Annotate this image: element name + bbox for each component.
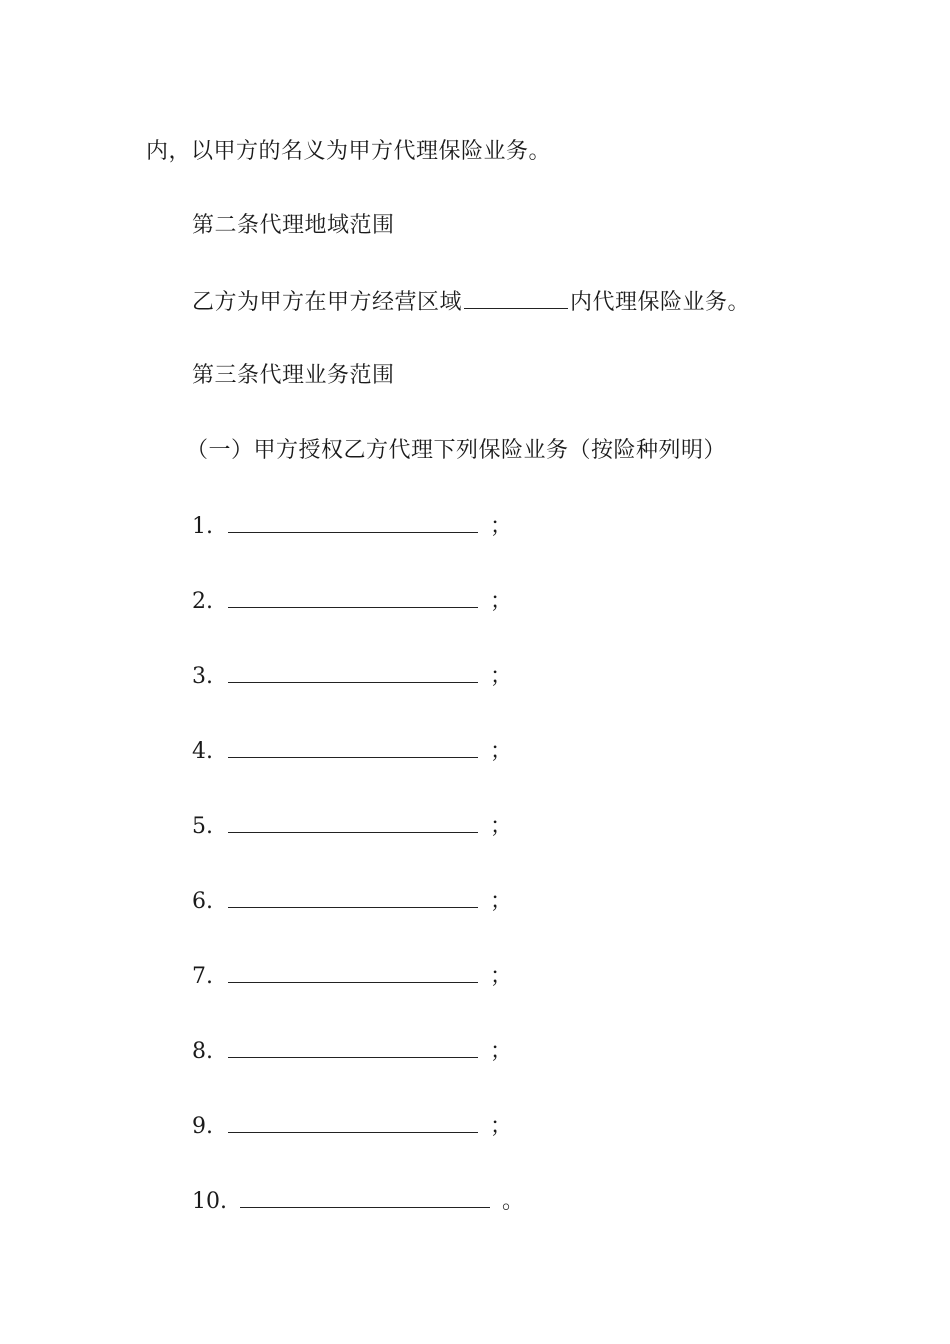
item-blank bbox=[228, 735, 478, 758]
item-end-punct: ； bbox=[490, 514, 513, 539]
list-item bbox=[192, 1185, 524, 1217]
item-number: 10. bbox=[192, 1189, 227, 1214]
item-blank bbox=[228, 960, 478, 983]
list-item bbox=[192, 660, 512, 692]
article-2-title: 第二条代理地域范围 bbox=[192, 213, 395, 238]
article-2-text-after: 内代理保险业务。 bbox=[570, 290, 751, 315]
item-blank bbox=[228, 1110, 478, 1133]
item-blank bbox=[240, 1185, 490, 1208]
item-number: 1. bbox=[192, 514, 213, 539]
item-number: 3. bbox=[192, 664, 213, 689]
item-end-punct: ； bbox=[490, 1039, 513, 1064]
article-2-text bbox=[192, 286, 750, 318]
item-end-punct: ； bbox=[490, 739, 513, 764]
item-blank bbox=[228, 810, 478, 833]
item-end-punct: ； bbox=[490, 589, 513, 614]
item-blank bbox=[228, 585, 478, 608]
item-number: 8. bbox=[192, 1039, 213, 1064]
item-end-punct: ； bbox=[490, 1114, 513, 1139]
item-number: 2. bbox=[192, 589, 213, 614]
list-item bbox=[192, 585, 512, 617]
item-number: 5. bbox=[192, 814, 213, 839]
list-item bbox=[192, 810, 512, 842]
article-3-title: 第三条代理业务范围 bbox=[192, 363, 395, 388]
list-item bbox=[192, 735, 512, 767]
item-blank bbox=[228, 660, 478, 683]
item-blank bbox=[228, 885, 478, 908]
paragraph-continuation: 内，以甲方的名义为甲方代理保险业务。 bbox=[146, 139, 552, 164]
item-end-punct: ； bbox=[490, 964, 513, 989]
list-item bbox=[192, 1110, 512, 1142]
list-item bbox=[192, 885, 512, 917]
item-end-punct: ； bbox=[490, 889, 513, 914]
item-number: 6. bbox=[192, 889, 213, 914]
list-item bbox=[192, 510, 512, 542]
item-blank bbox=[228, 1035, 478, 1058]
region-blank bbox=[464, 286, 568, 309]
item-number: 7. bbox=[192, 964, 213, 989]
list-item bbox=[192, 1035, 512, 1067]
item-blank bbox=[228, 510, 478, 533]
list-item bbox=[192, 960, 512, 992]
article-3-subclause-1: （一）甲方授权乙方代理下列保险业务（按险种列明） bbox=[186, 438, 727, 463]
item-number: 4. bbox=[192, 739, 213, 764]
item-number: 9. bbox=[192, 1114, 213, 1139]
item-end-punct: ； bbox=[490, 664, 513, 689]
article-2-text-before: 乙方为甲方在甲方经营区域 bbox=[192, 290, 463, 315]
item-end-punct: ； bbox=[490, 814, 513, 839]
item-end-punct: 。 bbox=[502, 1189, 525, 1214]
